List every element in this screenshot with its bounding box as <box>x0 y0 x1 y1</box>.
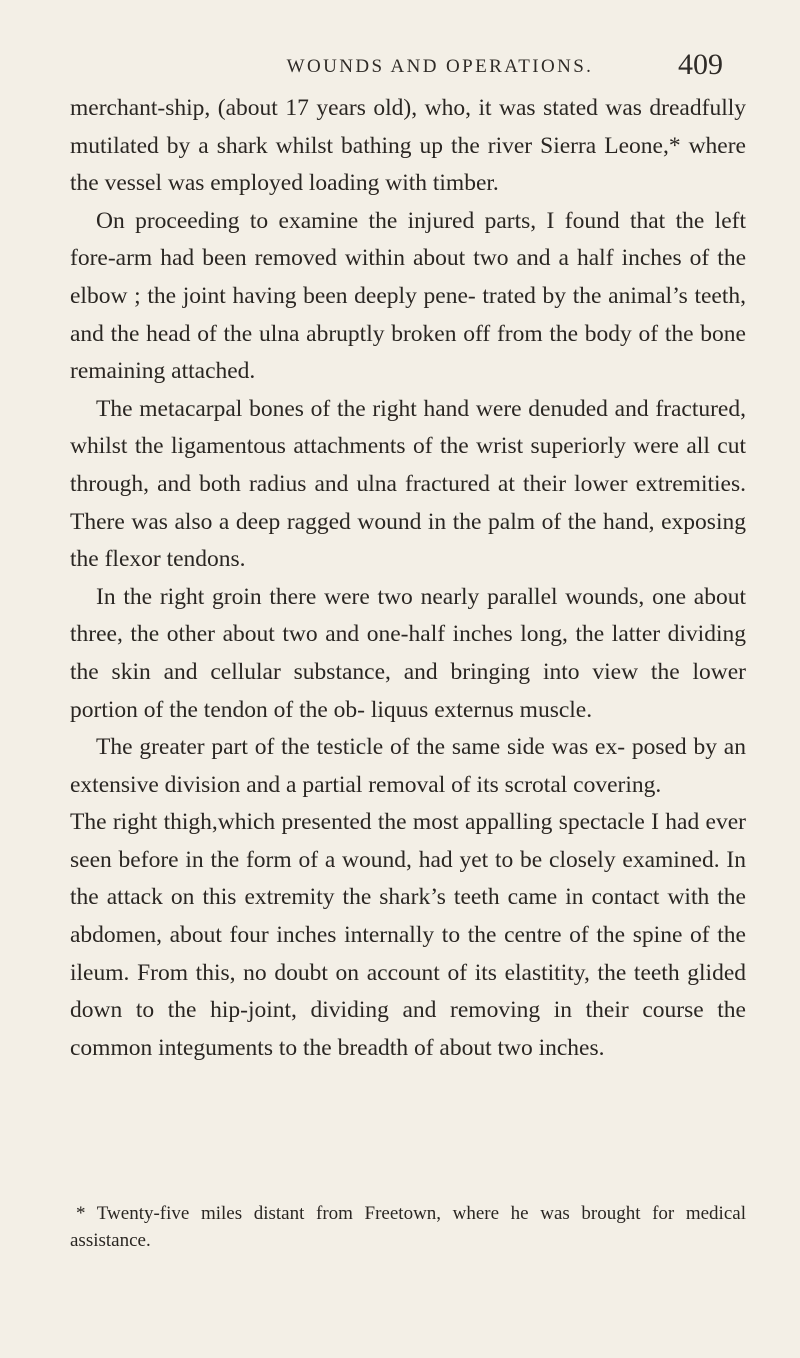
running-head: WOUNDS AND OPERATIONS. <box>286 56 594 77</box>
footnote-text: * Twenty-five miles distant from Freetown, where he was brought for medical assistance. <box>70 1203 746 1251</box>
paragraph-forearm: On proceeding to examine the injured parts, I found that the left fore-arm had been removed within about two and a half inches of the elbow ; the joint having been deeply pene- trated by the animal’s teeth, and the head of the ulna abruptly broken off from the body of the bone remaining attached. <box>70 207 746 385</box>
footnote <box>70 1200 746 1254</box>
body-text <box>70 90 746 1067</box>
page-number: 409 <box>678 48 723 81</box>
paragraph-continued: merchant-ship, (about 17 years old), who, it was stated was dreadfully mutilated by a shark whilst bathing up the river Sierra Leone,* where the vessel was employed loading with timber. <box>70 95 746 197</box>
paragraph-testicle: The greater part of the testicle of the same side was ex- posed by an extensive division and a partial removal of its scrotal covering. <box>70 734 746 798</box>
paragraph-groin: In the right groin there were two nearly parallel wounds, one about three, the other about two and one-half inches long, the latter dividing the skin and cellular substance, and bringing into view the lower portion of the tendon of the ob- liquus externus muscle. <box>70 583 746 723</box>
paragraph-thigh: The right thigh,which presented the most appalling spectacle I had ever seen before in the form of a wound, had yet to be closely examined. In the attack on this extremity the shark’s teeth came in contact with the abdomen, about four inches internally to the centre of the spine of the ileum. From this, no doubt on account of its elastitity, the teeth glided down to the hip-joint, dividing and removing in their course the common integuments to the breadth of about two inches. <box>70 809 746 1061</box>
paragraph-hand: The metacarpal bones of the right hand were denuded and fractured, whilst the ligamentous attachments of the wrist superiorly were all cut through, and both radius and ulna fractured at their lower extremities. There was also a deep ragged wound in the palm of the hand, exposing the flexor tendons. <box>70 395 746 573</box>
